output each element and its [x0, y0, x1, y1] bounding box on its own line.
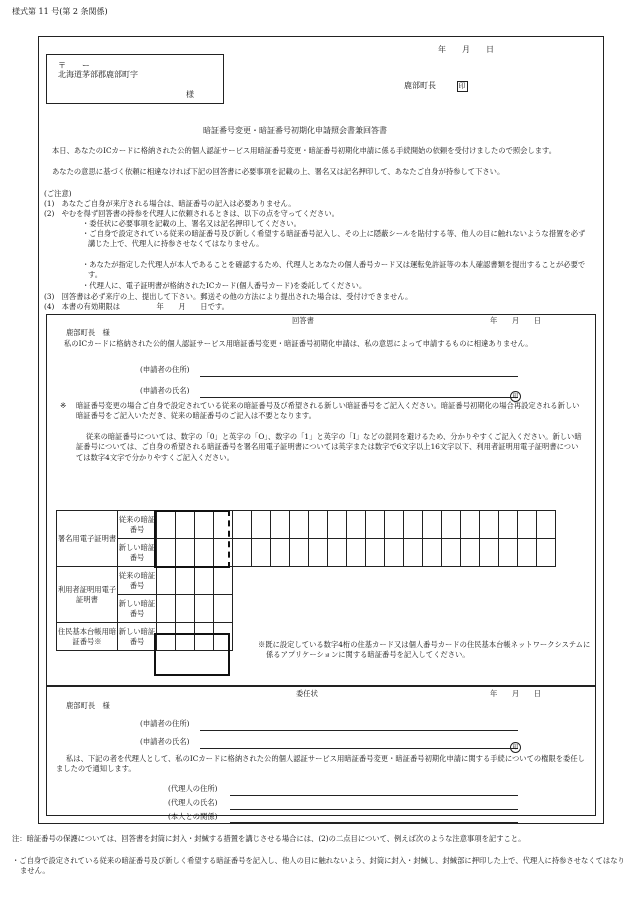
agent-name-label: (代理人の氏名)	[168, 798, 218, 807]
applicant-name-line[interactable]	[200, 397, 518, 398]
signature-cert-label: 署名用電子証明書	[57, 511, 118, 567]
pin-cell[interactable]	[423, 511, 442, 539]
pin-cell[interactable]	[442, 539, 461, 567]
form-number: 様式第 11 号(第 2 条関係)	[12, 7, 108, 16]
proxy-addressee: 鹿部町長 様	[66, 701, 110, 710]
pin-cell[interactable]	[328, 511, 347, 539]
issue-date: 年 月 日	[438, 45, 494, 54]
signature-new-label: 新しい暗証番号	[118, 539, 157, 567]
applicant-address-label: (申請者の住所)	[140, 365, 190, 374]
pin-cell[interactable]	[252, 539, 271, 567]
pin-cell[interactable]	[233, 539, 252, 567]
proxy-applicant-name-line[interactable]	[200, 748, 518, 749]
note-4: (4) 本書の有効期限は 年 月 日です。	[44, 302, 229, 311]
agent-relation-label: (本人との関係)	[168, 812, 218, 821]
applicant-address-line[interactable]	[200, 376, 518, 377]
intro-paragraph-1: 本日、あなたのICカードに格納された公的個人認証サービス用暗証番号変更・暗証番号初期化申請に係る手続開始の依頼を受付けましたので照会します。	[52, 146, 557, 155]
answer-addressee: 鹿部町長 様	[66, 328, 110, 337]
note-2-bullet-2: ・ご自身で設定されている従来の暗証番号及び新しく希望する暗証番号記入し、その上に隠蔽シールを貼付する等、他人の目に触れないような措置を必ず講じた上で、代理人に持参させなくてはなりません。	[82, 229, 586, 249]
proxy-statement: 私は、下記の者を代理人として、私のICカードに格納された公的個人認証サービス用暗証番号変更・暗証番号初期化申請に関する手続についての権限を委任しましたので通知します。	[56, 754, 585, 774]
pin-cell[interactable]	[309, 511, 328, 539]
pin-cell[interactable]	[347, 539, 366, 567]
pin-cell[interactable]	[328, 539, 347, 567]
remark-mark: ※	[60, 401, 67, 410]
postal-code: 〒 ー	[58, 61, 90, 70]
pin-cell[interactable]	[480, 511, 499, 539]
pin-cell[interactable]	[537, 539, 556, 567]
pin-cell[interactable]	[480, 539, 499, 567]
footer-note-1: 注：暗証番号の保護については、回答書を封筒に封入・封緘する措置を講じさせる場合には、(2)の二点目について、例えば次のような注意事項を記すこと。	[12, 834, 526, 843]
seal-mark: 印	[458, 82, 466, 90]
pin-cell[interactable]	[404, 539, 423, 567]
pin-cell[interactable]	[461, 511, 480, 539]
juki-label: 住民基本台帳用暗証番号※	[57, 623, 118, 651]
recipient-address: 北海道茅部郡鹿部町字	[58, 70, 138, 79]
note-2-bullet-3: ・あなたが指定した代理人が本人であることを確認するため、代理人とあなたの個人番号カード又は運転免許証等の本人確認書類を提出することが必要です。	[82, 260, 586, 280]
pin-cell[interactable]	[423, 539, 442, 567]
proxy-date: 年 月 日	[490, 689, 542, 698]
pin-cell[interactable]	[290, 511, 309, 539]
note-3: (3) 回答書は必ず来庁の上、提出して下さい。郵送その他の方法により提出された場合は、受付けできません。	[44, 292, 413, 301]
answer-date: 年 月 日	[490, 316, 542, 325]
pin-cell[interactable]	[252, 511, 271, 539]
sender-title: 鹿部町長 印	[404, 81, 466, 90]
remark-paragraph-1: 暗証番号変更の場合ご自身で設定されている従来の暗証番号及び希望される新しい暗証番号をご記入ください。暗証番号初期化の場合再設定される新しい暗証番号をご記入いただき、従来の暗証番号のご記入は不要となります。	[76, 401, 580, 421]
pin-cell[interactable]	[366, 511, 385, 539]
notes-heading: (ご注意)	[44, 189, 72, 198]
pin-cell[interactable]	[290, 539, 309, 567]
proxy-applicant-address-line[interactable]	[200, 730, 518, 731]
pin-cell[interactable]	[176, 595, 195, 623]
pin-cell[interactable]	[176, 567, 195, 595]
note-2-bullet-1: ・委任状に必要事項を記載の上、署名又は記名押印してください。	[82, 219, 301, 228]
agent-name-line[interactable]	[230, 809, 518, 810]
footer-note-2: ・ご自身で設定されている従来の暗証番号及び新しく希望する暗証番号を記入し、他人の目に触れないよう、封筒に封入・封緘し、封緘部に押印した上で、代理人に持参させなくてはなりません。	[12, 856, 625, 876]
signature-old-highlight	[154, 510, 230, 568]
document-title: 暗証番号変更・暗証番号初期化申請照会書兼回答書	[203, 126, 387, 135]
pin-cell[interactable]	[518, 511, 537, 539]
pin-cell[interactable]	[499, 511, 518, 539]
proxy-title: 委任状	[296, 689, 318, 698]
pin-cell[interactable]	[385, 539, 404, 567]
agent-address-line[interactable]	[230, 795, 518, 796]
agent-relation-line[interactable]	[230, 822, 518, 823]
user-cert-label: 利用者証明用電子証明書	[57, 567, 118, 623]
pin-cell[interactable]	[195, 567, 214, 595]
signature-old-label: 従来の暗証番号	[118, 511, 157, 539]
juki-highlight	[154, 633, 230, 676]
pin-cell[interactable]	[157, 567, 176, 595]
recipient-honorific: 様	[186, 90, 194, 99]
pin-cell[interactable]	[214, 595, 233, 623]
proxy-applicant-address-label: (申請者の住所)	[140, 719, 190, 728]
pin-cell[interactable]	[195, 595, 214, 623]
pin-cell[interactable]	[385, 511, 404, 539]
answer-title: 回答書	[292, 316, 314, 325]
note-2-bullet-4: ・代理人に、電子証明書が格納されたICカード(個人番号カード)を委託してください。	[82, 281, 367, 290]
pin-cell[interactable]	[271, 539, 290, 567]
pin-cell[interactable]	[271, 511, 290, 539]
pin-cell[interactable]	[404, 511, 423, 539]
pin-cell[interactable]	[157, 595, 176, 623]
note-1: (1) あなたご自身が来庁される場合は、暗証番号の記入は必要ありません。	[44, 199, 296, 208]
pin-cell[interactable]	[366, 539, 385, 567]
user-old-label: 従来の暗証番号	[118, 567, 157, 595]
intro-paragraph-2: あなたの意思に基づく依頼に相違なければ下記の回答書に必要事項を記載の上、署名又は記名押印して、あなたご自身が持参して下さい。	[52, 167, 505, 176]
juki-new-label: 新しい暗証番号	[118, 623, 157, 651]
pin-cell[interactable]	[499, 539, 518, 567]
pin-cell[interactable]	[309, 539, 328, 567]
pin-cell[interactable]	[214, 567, 233, 595]
pin-cell[interactable]	[518, 539, 537, 567]
pin-table	[56, 510, 556, 651]
pin-cell[interactable]	[442, 511, 461, 539]
user-new-label: 新しい暗証番号	[118, 595, 157, 623]
agent-address-label: (代理人の住所)	[168, 784, 218, 793]
pin-cell[interactable]	[233, 511, 252, 539]
proxy-applicant-seal: 印	[510, 734, 521, 753]
pin-cell[interactable]	[461, 539, 480, 567]
pin-cell[interactable]	[537, 511, 556, 539]
remark-paragraph-2: 従来の暗証番号については、数字の「0」と英字の「O」、数字の「1」と英字の「I」などの混同を避けるため、分かりやすくご記入ください。新しい暗証番号については、ご自身の希望される暗証番号を署名用電子証明書については英字または数字で6文字以上16文字以下、利用者証明用電子証明書については数字4文字で分かりやすくご記入ください。	[76, 432, 582, 462]
answer-statement: 私のICカードに格納された公的個人認証サービス用暗証番号変更・暗証番号初期化申請は、私の意思によって申請するものに相違ありません。	[64, 339, 533, 348]
pin-cell[interactable]	[347, 511, 366, 539]
note-2: (2) やむを得ず回答書の持参を代理人に依頼されるときは、以下の点を守ってください。	[44, 209, 339, 218]
table-note: ※既に設定している数字4桁の住基カード又は個人番号カードの住民基本台帳ネットワークシステムに係るアプリケーションに関する暗証番号を記入してください。	[258, 640, 591, 660]
proxy-applicant-name-label: (申請者の氏名)	[140, 737, 190, 746]
applicant-seal: 印	[510, 383, 521, 402]
applicant-name-label: (申請者の氏名)	[140, 386, 190, 395]
